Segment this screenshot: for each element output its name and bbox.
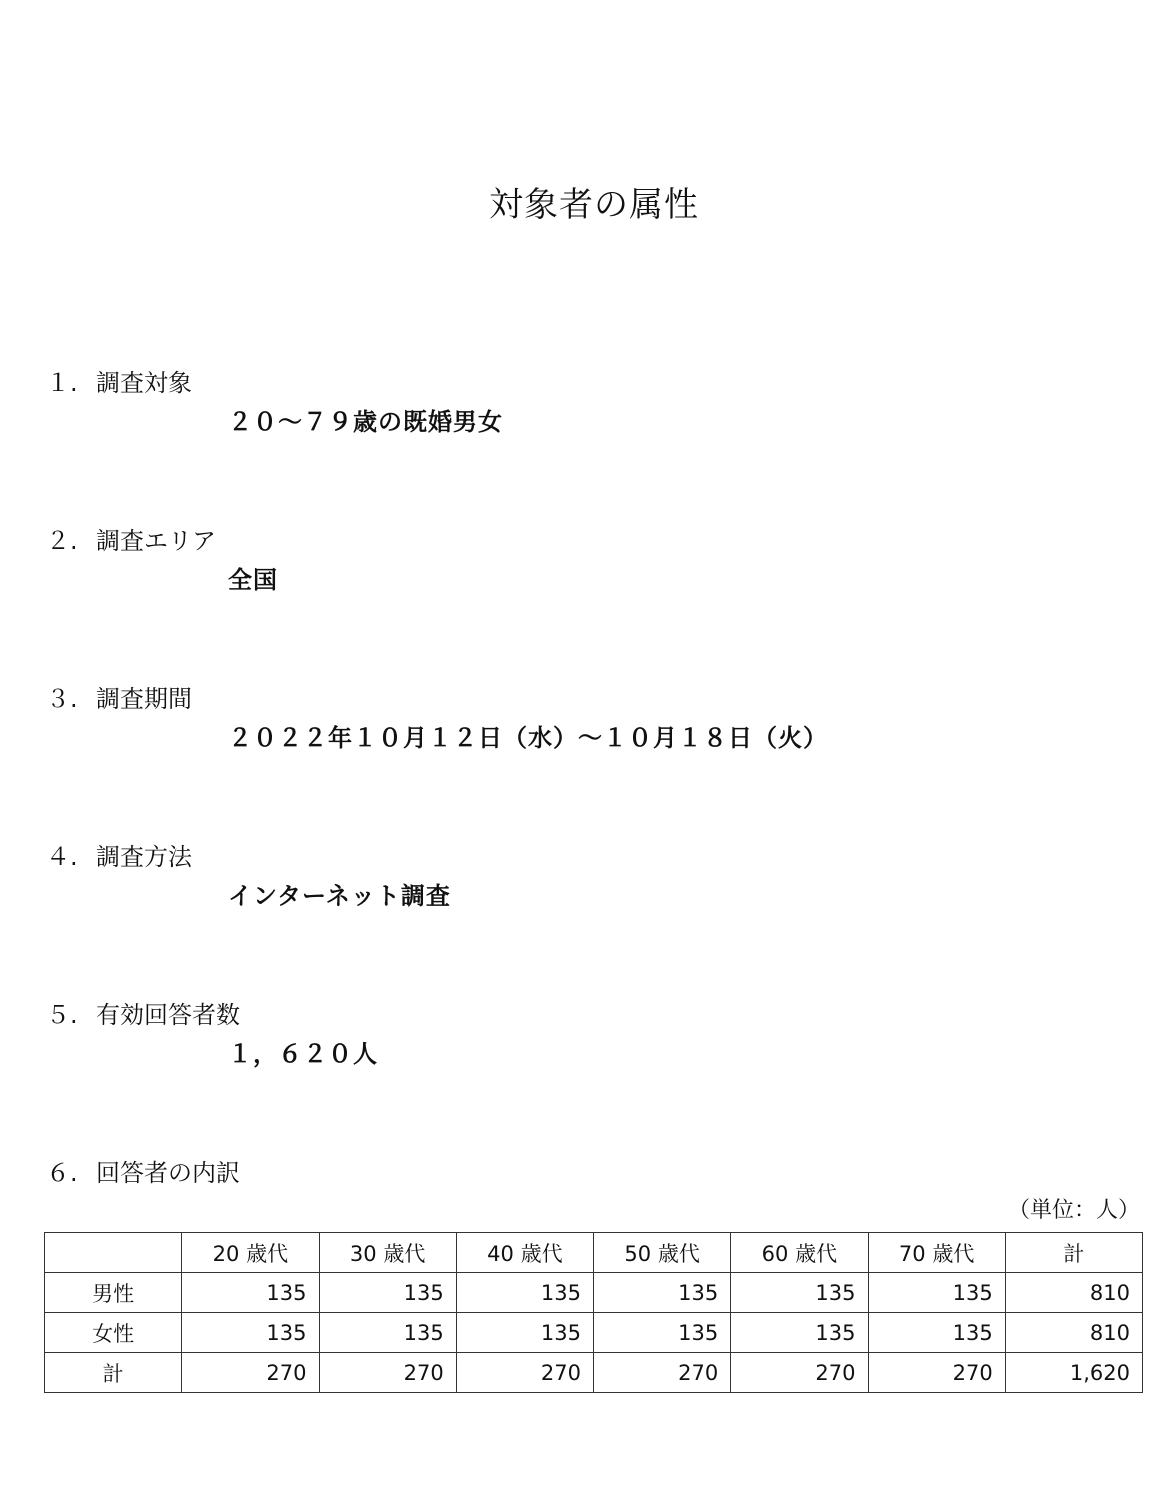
table-cell-total: 810: [1005, 1313, 1142, 1353]
table-cell: 270: [319, 1353, 456, 1393]
section-heading-label: 調査期間: [96, 685, 192, 713]
section-number: ２.: [46, 527, 78, 555]
table-row: [45, 1353, 1143, 1393]
table-cell-total: 810: [1005, 1273, 1142, 1313]
section-value-respondents: １，６２０人: [228, 1040, 378, 1068]
section-heading-label: 有効回答者数: [96, 1001, 240, 1029]
section-value-period: ２０２２年１０月１２日（水）～１０月１８日（火）: [228, 724, 828, 752]
section-value-target: ２０～７９歳の既婚男女: [228, 408, 503, 436]
section-heading-label: 調査エリア: [96, 527, 216, 555]
table-cell: 270: [594, 1353, 731, 1393]
section-heading-target: [46, 367, 192, 399]
table-header-cell: 70 歳代: [868, 1233, 1005, 1273]
page-title: 対象者の属性: [489, 185, 699, 225]
section-heading-label: 調査方法: [96, 843, 192, 871]
table-header-cell: 計: [1005, 1233, 1142, 1273]
section-number: ５.: [46, 1001, 78, 1029]
table-cell: 135: [182, 1313, 319, 1353]
table-cell: 135: [319, 1313, 456, 1353]
row-label: 男性: [45, 1273, 182, 1313]
table-header-cell: 60 歳代: [731, 1233, 868, 1273]
section-heading-respondents: [46, 999, 240, 1031]
section-heading-label: 回答者の内訳: [96, 1159, 240, 1187]
table-header-cell: 20 歳代: [182, 1233, 319, 1273]
table-cell: 135: [182, 1273, 319, 1313]
section-number: ６.: [46, 1159, 78, 1187]
section-number: ３.: [46, 685, 78, 713]
unit-note: （単位：人）: [1007, 1198, 1140, 1223]
table-cell: 135: [868, 1313, 1005, 1353]
section-heading-area: [46, 525, 216, 557]
section-heading-label: 調査対象: [96, 369, 192, 397]
section-value-area: 全国: [228, 566, 278, 594]
table-cell: 270: [868, 1353, 1005, 1393]
table-row: [45, 1273, 1143, 1313]
table-cell: 270: [182, 1353, 319, 1393]
table-cell: 270: [456, 1353, 593, 1393]
table-cell: 135: [456, 1313, 593, 1353]
section-value-method: インターネット調査: [228, 882, 451, 910]
table-header-cell: 50 歳代: [594, 1233, 731, 1273]
table-cell: 135: [594, 1273, 731, 1313]
table-cell-total: 1,620: [1005, 1353, 1142, 1393]
table-row: [45, 1313, 1143, 1353]
section-number: １.: [46, 369, 78, 397]
row-label: 計: [45, 1353, 182, 1393]
table-cell: 135: [731, 1273, 868, 1313]
table-cell: 135: [594, 1313, 731, 1353]
breakdown-table: [44, 1232, 1143, 1393]
section-heading-breakdown: [46, 1157, 240, 1189]
section-heading-period: [46, 683, 192, 715]
table-cell: 135: [731, 1313, 868, 1353]
section-heading-method: [46, 841, 192, 873]
table-cell: 135: [456, 1273, 593, 1313]
table-header-cell: 30 歳代: [319, 1233, 456, 1273]
section-number: ４.: [46, 843, 78, 871]
table-header-cell: [45, 1233, 182, 1273]
table-header-cell: 40 歳代: [456, 1233, 593, 1273]
table-header-row: [45, 1233, 1143, 1273]
row-label: 女性: [45, 1313, 182, 1353]
table-cell: 135: [319, 1273, 456, 1313]
table-cell: 270: [731, 1353, 868, 1393]
table-cell: 135: [868, 1273, 1005, 1313]
